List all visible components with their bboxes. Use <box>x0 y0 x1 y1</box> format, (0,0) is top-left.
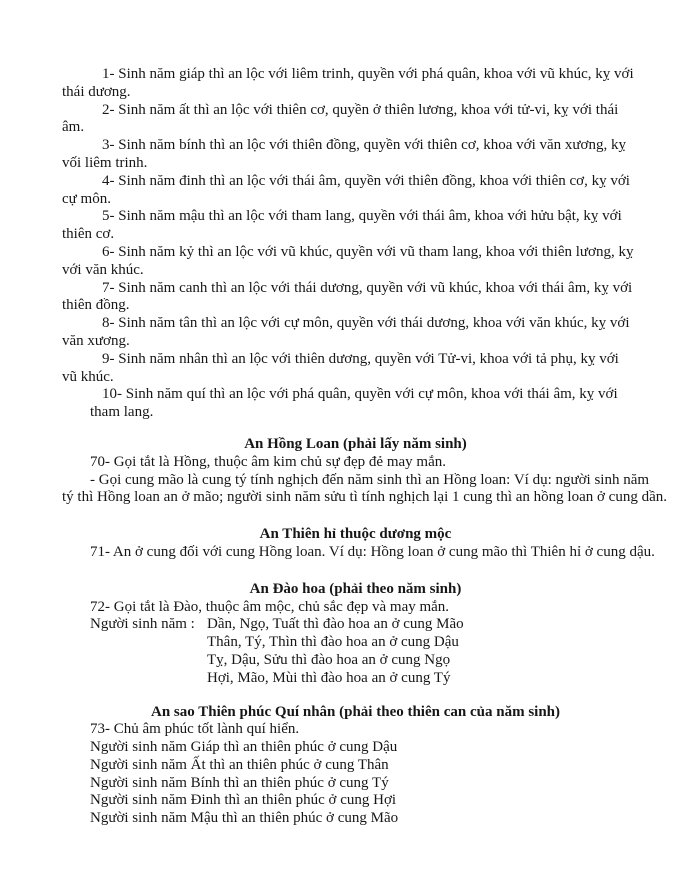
section-heading: An Thiên hỉ thuộc dương mộc <box>259 526 452 543</box>
rule-line: 2- Sinh năm ất thì an lộc với thiên cơ, quyền ở thiên lương, khoa với tử-vi, kỵ với thái <box>102 101 619 118</box>
dao-hoa-row <box>62 616 649 634</box>
section-thien-phuc <box>62 704 649 829</box>
body-line: 71- An ở cung đối với cung Hồng loan. Ví dụ: Hồng loan ở cung mão thì Thiên hỉ ở cung dậu. <box>90 543 655 560</box>
section-heading: An Hồng Loan (phải lấy năm sinh) <box>244 435 467 452</box>
body-line: Người sinh năm Đinh thì an thiên phúc ở cung Hợi <box>90 792 397 809</box>
rule-line: 4- Sinh năm đinh thì an lộc với thái âm, quyền với thiên đồng, khoa với thiên cơ, kỵ với <box>102 172 630 189</box>
rule-line: 5- Sinh năm mậu thì an lộc với tham lang, quyền với thái âm, khoa với hửu bật, kỵ với <box>102 208 622 225</box>
section-thien-hi <box>62 526 655 562</box>
rule-line-wrap: vối liêm trinh. <box>62 154 148 171</box>
body-line: 73- Chủ âm phúc tốt lành quí hiển. <box>90 721 300 738</box>
body-line: Người sinh năm Giáp thì an thiên phúc ở cung Dậu <box>90 739 398 756</box>
body-line: tý thì Hồng loan an ở mão; người sinh năm sửu tì tính nghịch lại 1 cung thì an hồng loan ở cung dần. <box>62 489 667 506</box>
numbered-rules-section <box>62 66 649 422</box>
rule-line-wrap: thiên cơ. <box>62 226 115 243</box>
body-line: 70- Gọi tắt là Hồng, thuộc âm kim chủ sự đẹp đẻ may mắn. <box>90 453 446 470</box>
section-heading: An Đào hoa (phải theo năm sinh) <box>249 580 462 597</box>
rule-line-wrap: vũ khúc. <box>62 368 114 385</box>
rule-line-wrap: với văn khúc. <box>62 261 144 278</box>
rule-line: 9- Sinh năm nhân thì an lộc với thiên dương, quyền với Tử-vi, khoa với tả phụ, kỵ với <box>102 350 619 367</box>
rule-line: 10- Sinh năm quí thì an lộc với phá quân, quyền với cự môn, khoa với thái âm, kỵ với <box>102 386 618 403</box>
rule-line: 8- Sinh năm tân thì an lộc với cự môn, quyền với thái dương, khoa với văn khúc, kỵ với <box>102 315 630 332</box>
rule-line-wrap: âm. <box>62 119 85 136</box>
dao-hoa-rule: Hợi, Mão, Mùi thì đào hoa an ở cung Tý <box>207 669 451 686</box>
body-line: - Gọi cung mão là cung tý tính nghịch đến năm sinh thì an Hồng loan: Ví dụ: người sinh năm <box>90 471 650 488</box>
rule-line: 7- Sinh năm canh thì an lộc với thái dương, quyền với vũ khúc, khoa với thái âm, kỵ với <box>102 279 633 296</box>
rule-line-wrap: cự môn. <box>62 190 111 207</box>
rule-line-wrap: thái dương. <box>62 83 131 100</box>
section-hong-loan <box>62 435 667 507</box>
body-line: Người sinh năm Bính thì an thiên phúc ở cung Tý <box>90 774 389 791</box>
section-heading: An sao Thiên phúc Quí nhân (phải theo thiên can của năm sinh) <box>150 703 560 720</box>
dao-hoa-label: Người sinh năm : <box>90 616 195 633</box>
dao-hoa-rule: Dần, Ngọ, Tuất thì đào hoa an ở cung Mão <box>207 616 464 633</box>
body-line: Người sinh năm Mậu thì an thiên phúc ở cung Mão <box>90 810 399 827</box>
rule-line: 1- Sinh năm giáp thì an lộc với liêm trinh, quyền với phá quân, khoa với vũ khúc, kỵ với <box>102 66 634 82</box>
section-dao-hoa <box>62 581 649 688</box>
body-line: Người sinh năm Ất thì an thiên phúc ở cung Thân <box>90 756 389 773</box>
rule-line: 6- Sinh năm kỷ thì an lộc với vũ khúc, quyền với vũ tham lang, khoa với thiên lương, kỵ <box>102 243 634 260</box>
rule-line-wrap: văn xương. <box>62 332 130 349</box>
dao-hoa-rule: Tỵ, Dậu, Sửu thì đào hoa an ở cung Ngọ <box>207 651 451 668</box>
rule-line-wrap: tham lang. <box>90 404 154 421</box>
rule-line-wrap: thiên đồng. <box>62 297 130 314</box>
dao-hoa-rule: Thân, Tý, Thìn thì đào hoa an ở cung Dậu <box>207 634 459 651</box>
body-line: 72- Gọi tắt là Đào, thuộc âm mộc, chủ sắc đẹp và may mắn. <box>90 598 450 615</box>
rule-line: 3- Sinh năm bính thì an lộc với thiên đồng, quyền với thiên cơ, khoa với văn xương, kỵ <box>102 137 626 154</box>
